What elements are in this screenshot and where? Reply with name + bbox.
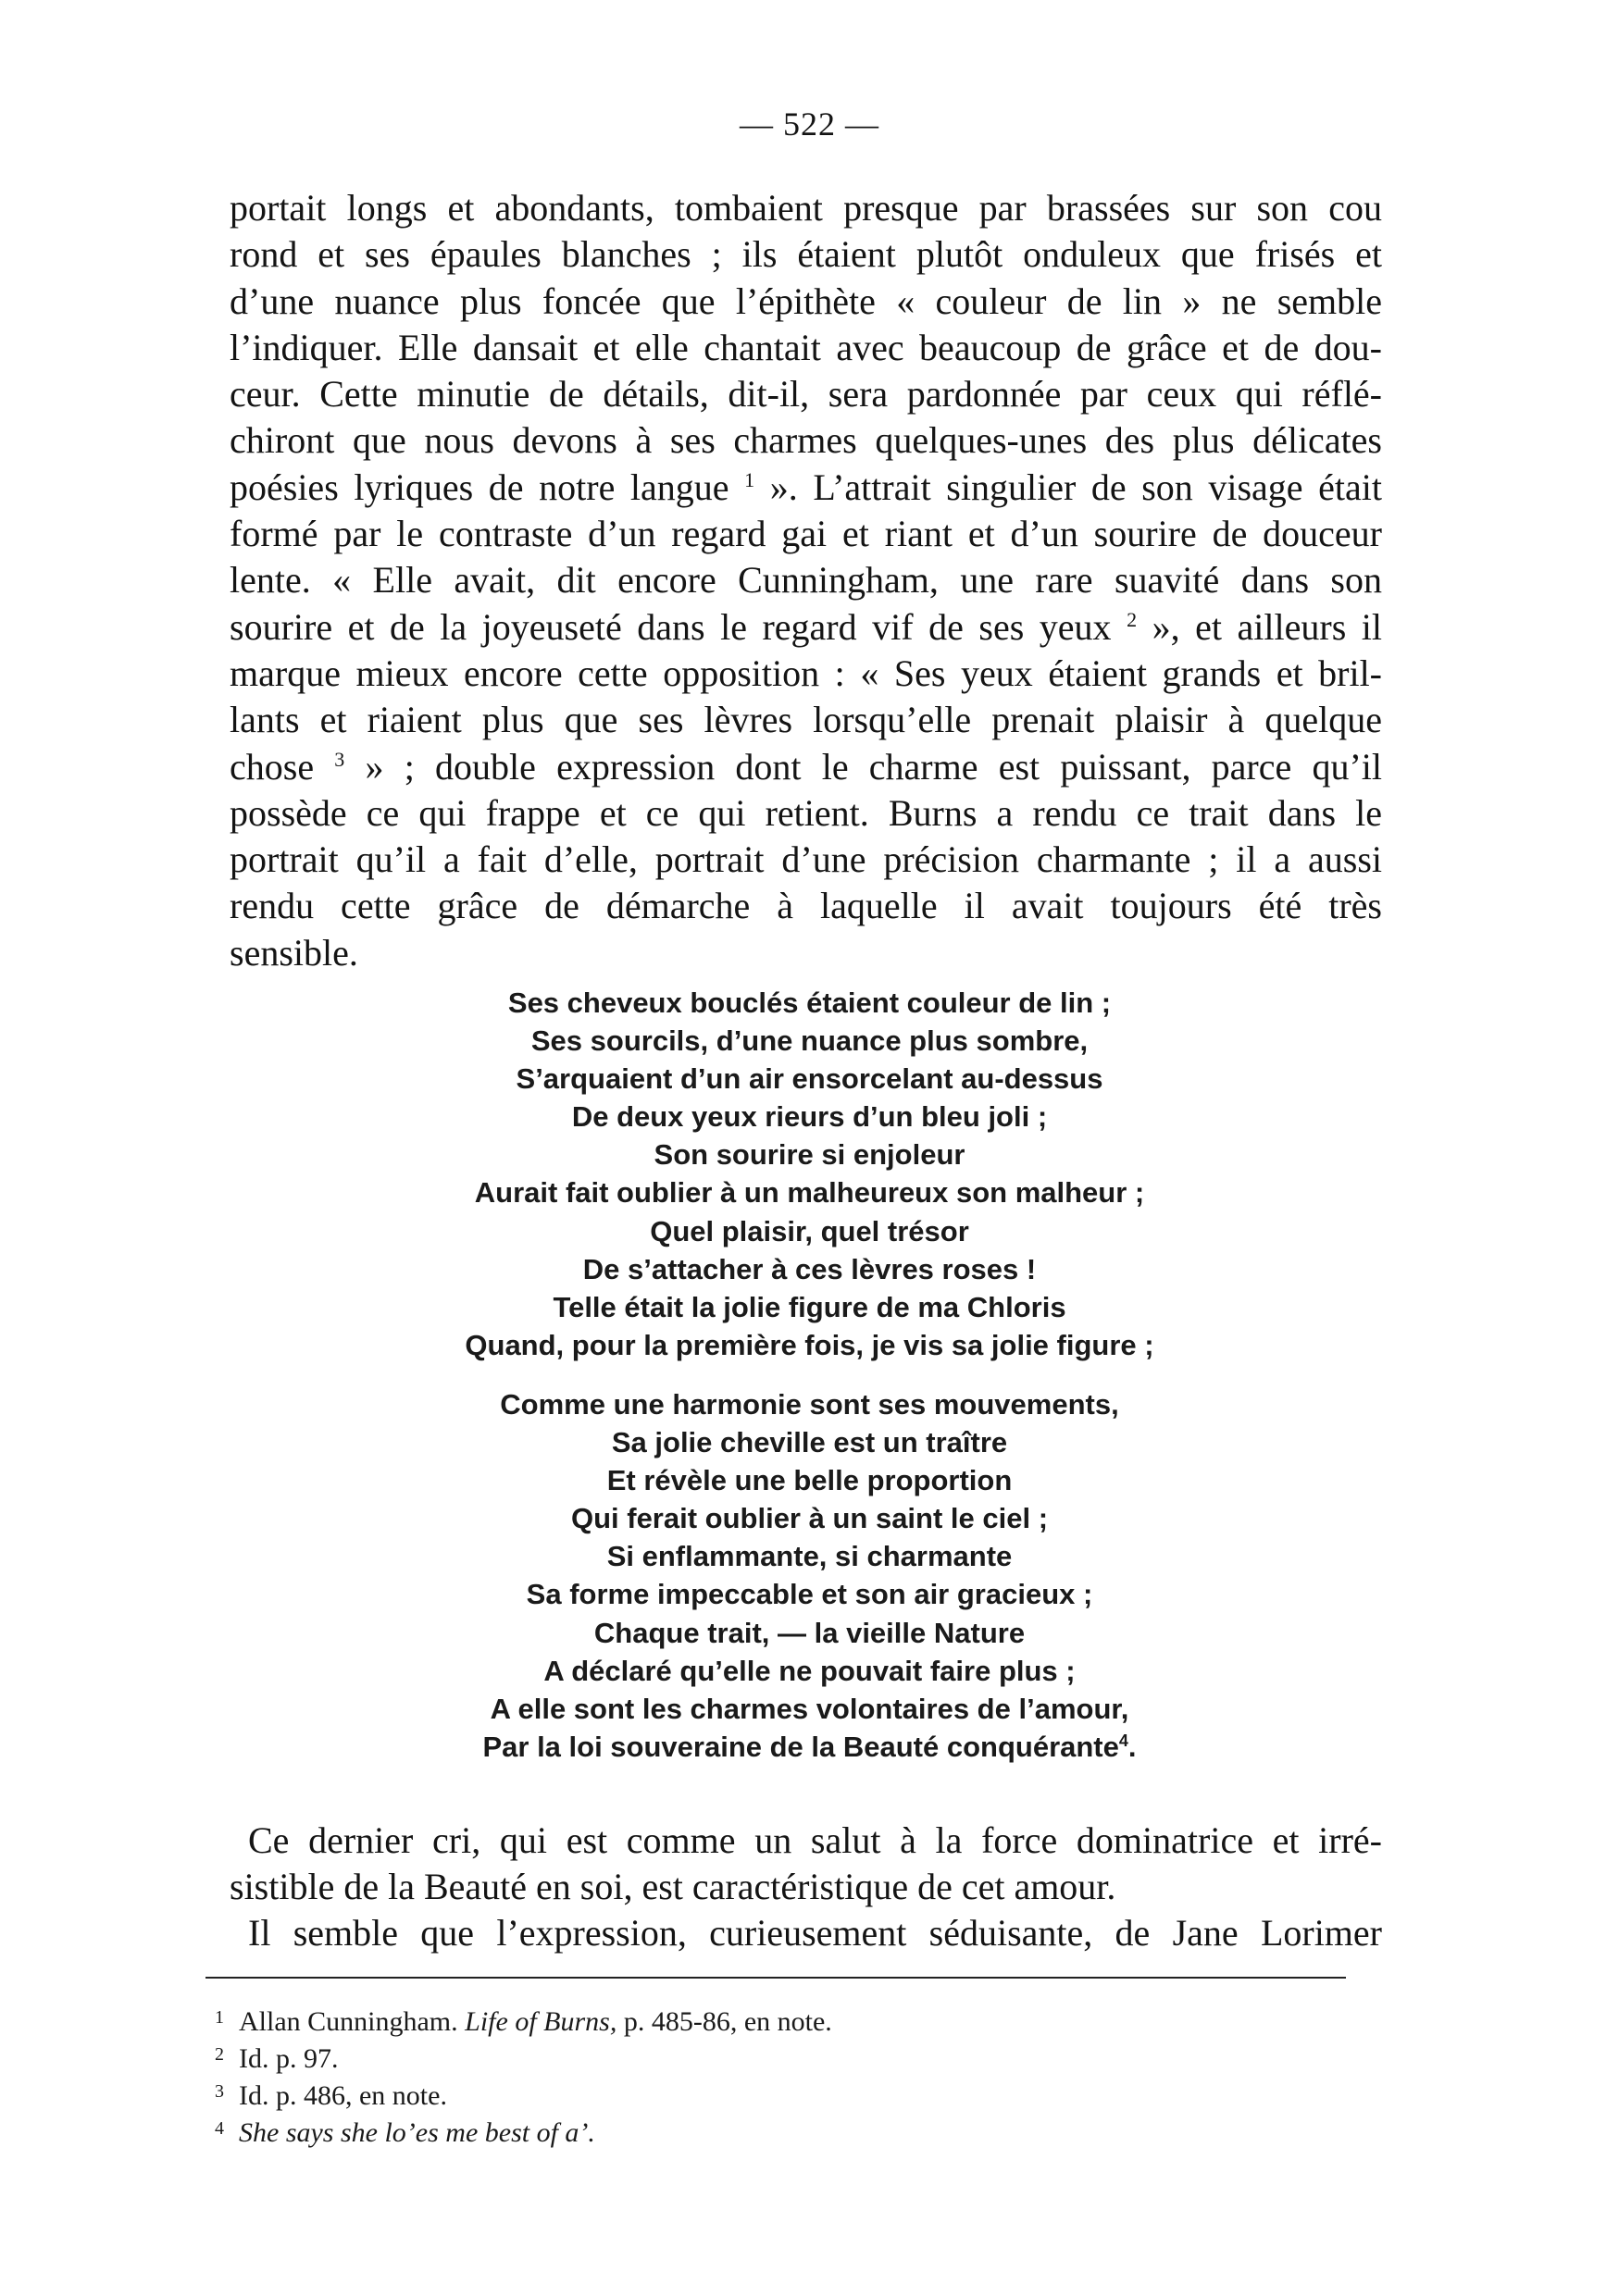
footnote-ref: 3: [334, 747, 345, 771]
verse-line: Comme une harmonie sont ses mouvements,: [500, 1388, 1119, 1421]
footnote-number: 4: [215, 2118, 224, 2139]
verse-line: Telle était la jolie figure de ma Chloris: [553, 1290, 1066, 1323]
verse-line: Quel plaisir, quel trésor: [650, 1214, 969, 1247]
verse-line: Et révèle une belle proportion: [606, 1464, 1013, 1497]
paragraph-1: [230, 185, 1382, 976]
verse-line: Aurait fait oublier à un malheureux son malheur ;: [474, 1176, 1145, 1210]
footnote: [215, 2036, 832, 2073]
text-fragment: chose: [230, 745, 315, 788]
footnote-quote: She says she lo’es me best of a’.: [239, 2117, 595, 2148]
text-fragment: ».: [769, 465, 798, 508]
footnote-text: Id. p. 97.: [239, 2043, 339, 2074]
verse-line: Si enflammante, si charmante: [606, 1540, 1013, 1573]
footnote-ref: 4: [1118, 1731, 1128, 1750]
text-line: [230, 604, 1382, 651]
text-line: rendu cette grâce de démarche à laquelle il avait toujours été très: [230, 885, 1382, 927]
verse-line: Son sourire si enjoleur: [654, 1138, 965, 1172]
text-fragment: .: [1127, 1730, 1137, 1763]
footnotes: [215, 1999, 832, 2147]
verse-line: Ses sourcils, d’une nuance plus sombre,: [530, 1024, 1089, 1058]
text-fragment: », et ailleurs il: [1137, 605, 1383, 648]
footnote-title: Life of Burns,: [465, 2006, 617, 2037]
text-line: marque mieux encore cette opposition : « Ses yeux étaient grands et bril-: [230, 652, 1382, 694]
text-line: portrait qu’il a fait d’elle, portrait d’une précision charmante ; il a aussi: [230, 838, 1382, 881]
text-line: possède ce qui frappe et ce qui retient. Burns a rendu ce trait dans le: [230, 791, 1382, 834]
text-line: Ce dernier cri, qui est comme un salut à la force dominatrice et irré-: [248, 1819, 1382, 1861]
text-fragment: Par la loi souveraine de la Beauté conquérante: [482, 1730, 1119, 1763]
verse-stanza-2: [0, 1385, 1619, 1766]
text-line: formé par le contraste d’un regard gai et riant et d’un sourire de douceur: [230, 513, 1382, 555]
footnote: [215, 2110, 832, 2147]
verse-line: A elle sont les charmes volontaires de l’amour,: [490, 1692, 1129, 1725]
verse-line: [0, 1728, 1619, 1766]
text-fragment: L’attrait singulier de son visage était: [797, 465, 1383, 508]
text-line: ceur. Cette minutie de détails, dit-il, sera pardonnée par ceux qui réflé-: [230, 373, 1382, 416]
verse-line: S’arquaient d’un air ensorcelant au-dessus: [516, 1062, 1103, 1096]
paragraph-3: [230, 1910, 1382, 1956]
text-line: portait longs et abondants, tombaient presque par brassées sur son cou: [230, 187, 1382, 229]
verse-line: Sa forme impeccable et son air gracieux ;: [526, 1578, 1093, 1611]
text-line: lente. « Elle avait, dit encore Cunningham, une rare suavité dans son: [230, 559, 1382, 602]
text-line-last: sistible de la Beauté en soi, est caractéristique de cet amour.: [230, 1866, 1116, 1908]
text-fragment: sourire et de la joyeuseté dans le regard vif de ses yeux: [230, 605, 1112, 648]
verse-line: Ses cheveux bouclés étaient couleur de lin ;: [507, 987, 1112, 1019]
footnote-divider: [205, 1977, 1346, 1979]
footnote-text: Allan Cunningham.: [239, 2006, 466, 2037]
footnote-ref: 2: [1127, 607, 1138, 631]
page-number: — 522 —: [740, 105, 879, 143]
text-line: lants et riaient plus que ses lèvres lorsqu’elle prenait plaisir à quelque: [230, 699, 1382, 741]
paragraph-2: [230, 1818, 1382, 1911]
verse-line: Sa jolie cheville est un traître: [611, 1426, 1008, 1459]
footnote-number: 3: [215, 2081, 224, 2102]
footnote: [215, 2073, 832, 2110]
text-line: [230, 465, 1382, 511]
text-line: chiront que nous devons à ses charmes quelques-unes des plus délicates: [230, 419, 1382, 462]
footnote-text: p. 485-86, en note.: [616, 2006, 832, 2037]
verse-line: De s’attacher à ces lèvres roses !: [582, 1252, 1037, 1285]
text-line: [230, 744, 1382, 790]
text-line: l’indiquer. Elle dansait et elle chantait avec beaucoup de grâce et de dou-: [230, 326, 1382, 368]
verse-stanza-1: [0, 984, 1619, 1364]
text-line: rond et ses épaules blanches ; ils étaient plutôt onduleux que frisés et: [230, 233, 1382, 276]
verse-line: Quand, pour la première fois, je vis sa jolie figure ;: [465, 1328, 1154, 1361]
text-line: d’une nuance plus foncée que l’épithète « couleur de lin » ne semble: [230, 279, 1382, 322]
verse-line: Qui ferait oublier à un saint le ciel ;: [570, 1502, 1049, 1535]
verse-line: Chaque trait, — la vieille Nature: [593, 1616, 1026, 1649]
footnote-number: 2: [215, 2044, 224, 2065]
footnote-number: 1: [215, 2007, 224, 2028]
text-line-last: sensible.: [230, 931, 358, 974]
verse-line: A déclaré qu’elle ne pouvait faire plus ;: [543, 1654, 1076, 1687]
text-fragment: poésies lyriques de notre langue: [230, 465, 729, 508]
verse-line: De deux yeux rieurs d’un bleu joli ;: [571, 1100, 1048, 1134]
footnote-ref: 1: [744, 467, 755, 491]
footnote: [215, 1999, 832, 2036]
text-fragment: » ; double expression dont le charme est puissant, parce qu’il: [344, 745, 1383, 788]
footnote-text: Id. p. 486, en note.: [239, 2080, 447, 2111]
text-line: Il semble que l’expression, curieusement séduisante, de Jane Lorimer: [248, 1912, 1382, 1954]
